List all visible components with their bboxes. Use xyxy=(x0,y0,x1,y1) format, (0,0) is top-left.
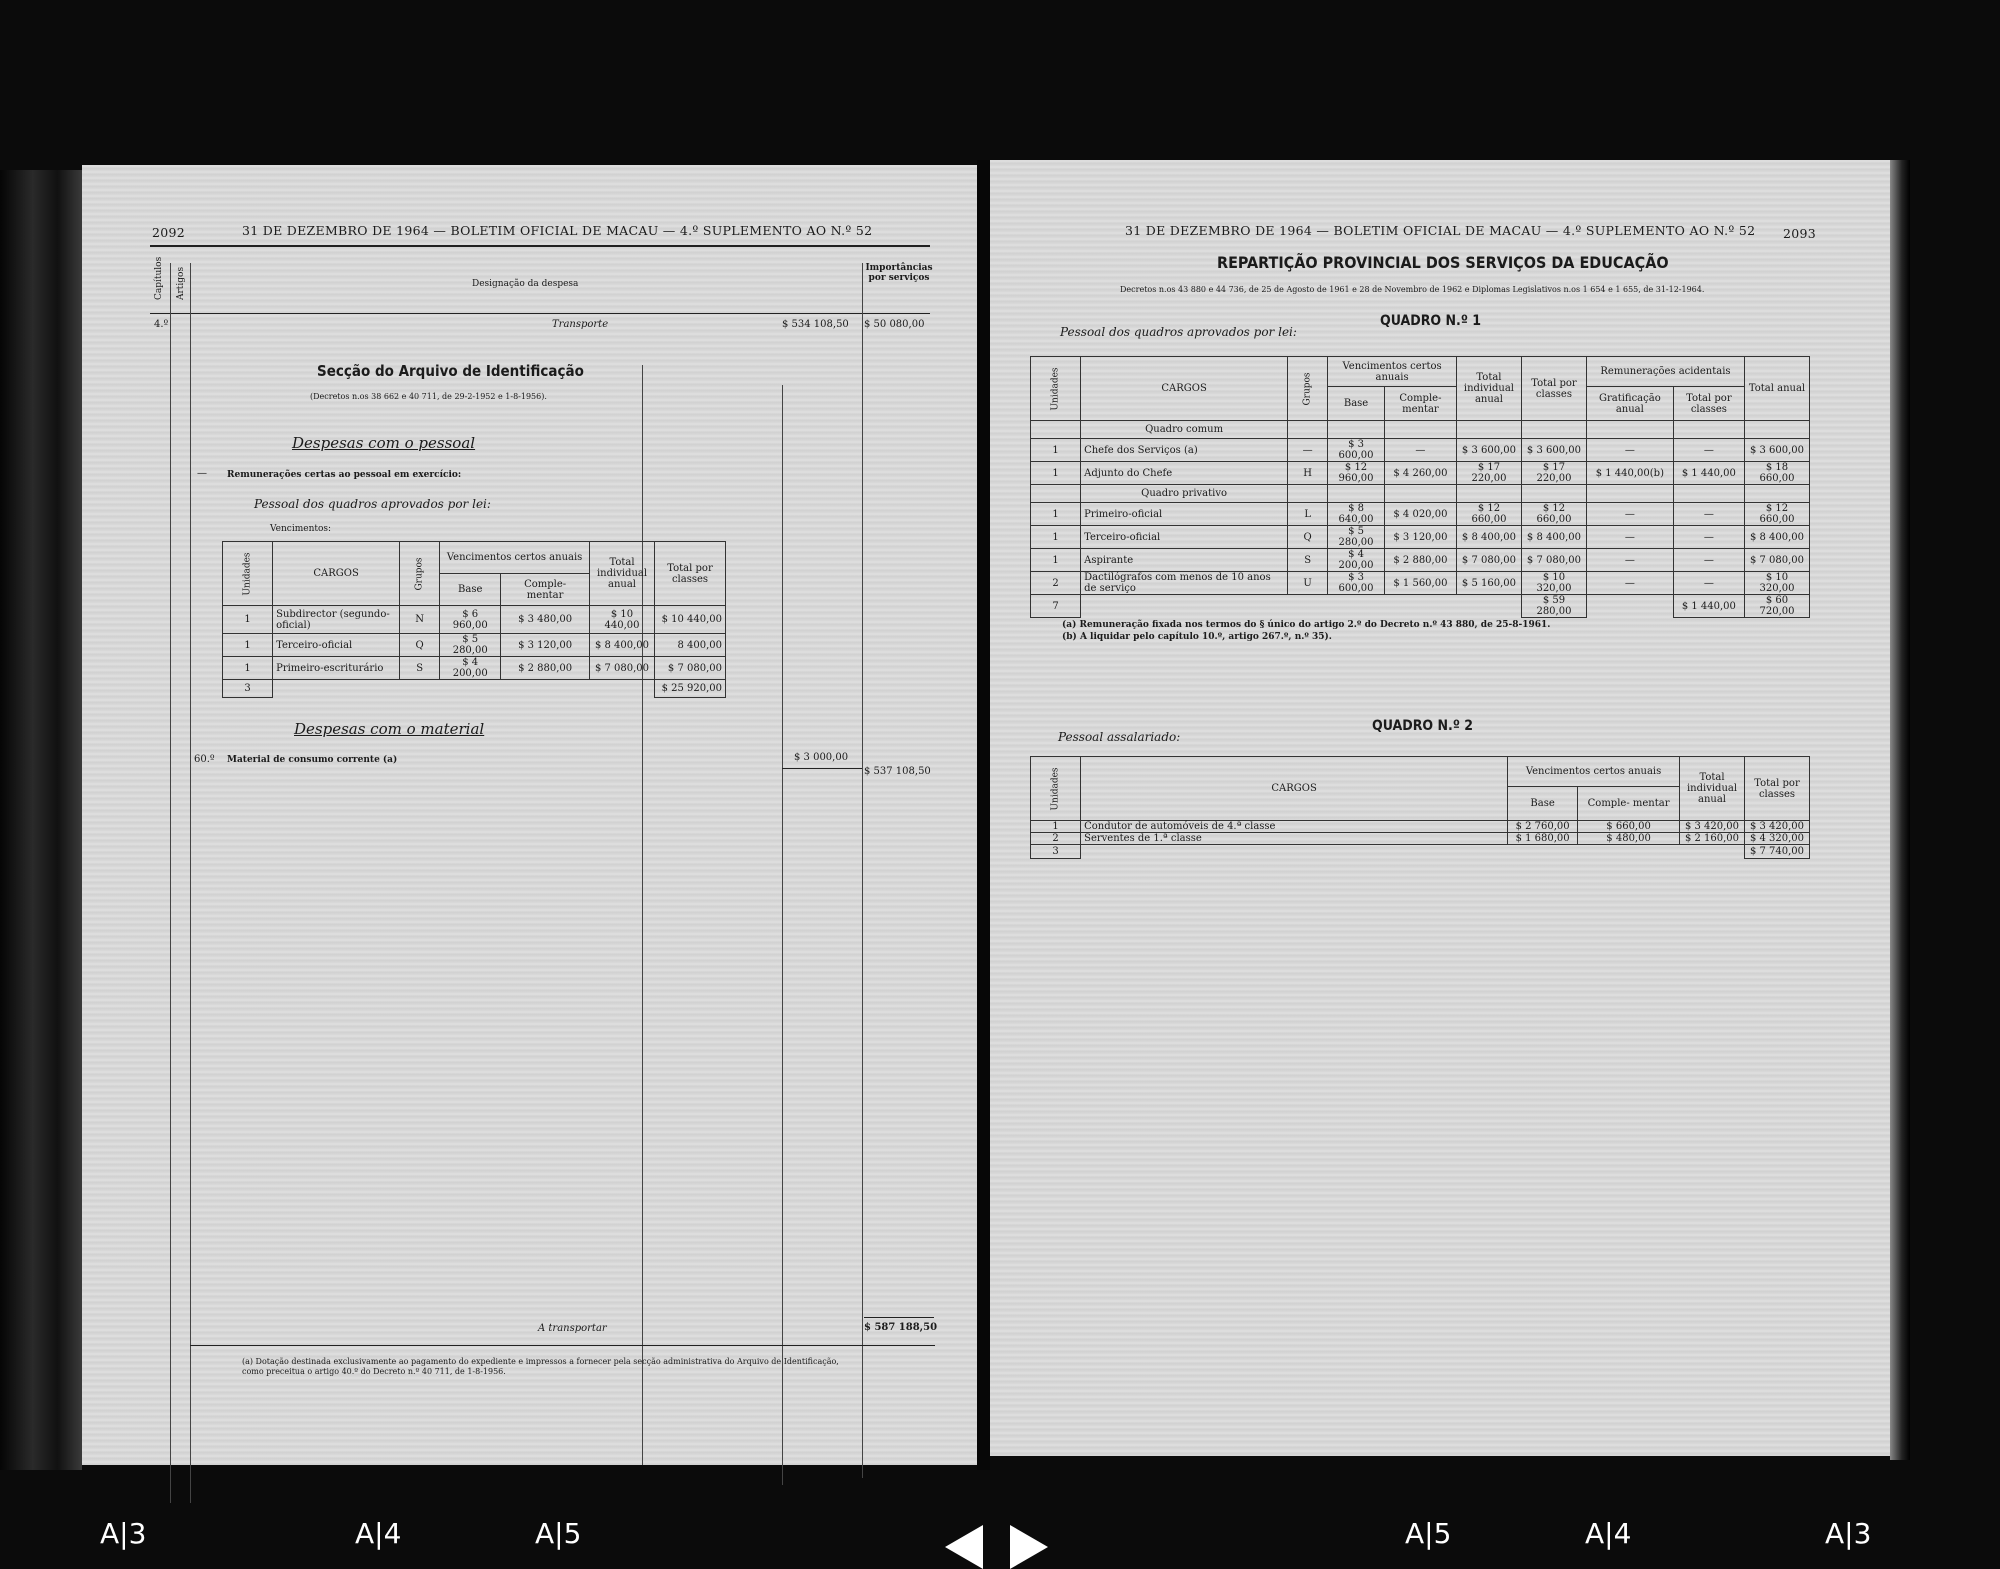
th-grupos: Grupos xyxy=(414,557,425,591)
quadro-1-title: QUADRO N.º 1 xyxy=(1380,313,1482,329)
cell-comp: $ 2 880,00 xyxy=(1384,549,1456,572)
subheading-privativo: Quadro privativo xyxy=(1081,485,1288,503)
material-total: $ 537 108,50 xyxy=(864,766,931,777)
cell-unid: 1 xyxy=(223,634,273,657)
cell-base: $ 3 600,00 xyxy=(1328,439,1385,462)
th-base: Base xyxy=(440,574,501,606)
cell-total-unid: 7 xyxy=(1031,595,1081,618)
cell-grupo: N xyxy=(400,606,440,634)
cell-base: $ 1 680,00 xyxy=(1508,833,1578,845)
cell-unid: 1 xyxy=(1031,503,1081,526)
cell-unid: 1 xyxy=(1031,439,1081,462)
cell-tot-cl2: — xyxy=(1673,503,1744,526)
th-rem-acid: Remunerações acidentais xyxy=(1586,357,1744,387)
cell-tot-cl: $ 4 320,00 xyxy=(1745,833,1810,845)
cell-unid: 1 xyxy=(1031,549,1081,572)
cell-tot-cl: $ 7 080,00 xyxy=(655,657,726,680)
cell-tot-cl: $ 12 660,00 xyxy=(1521,503,1586,526)
cell-tot-cl: 8 400,00 xyxy=(655,634,726,657)
cell-tot-cl: $ 3 600,00 xyxy=(1521,439,1586,462)
cell-total-value: $ 25 920,00 xyxy=(655,680,726,698)
cell-comp: $ 2 880,00 xyxy=(501,657,590,680)
table-row xyxy=(223,606,726,634)
cell-cargo: Aspirante xyxy=(1081,549,1288,572)
cell-comp: $ 480,00 xyxy=(1578,833,1680,845)
table-total-row xyxy=(1031,595,1810,618)
film-target-1: A|3 xyxy=(100,1517,147,1550)
th-venc-certos: Vencimentos certos anuais xyxy=(1508,757,1680,787)
film-target-5: A|4 xyxy=(1585,1517,1632,1550)
cell-base: $ 5 280,00 xyxy=(1328,526,1385,549)
remuneracoes-dash: — xyxy=(197,468,207,479)
cell-cargo: Serventes de 1.ª classe xyxy=(1081,833,1508,845)
cell-total-value: $ 7 740,00 xyxy=(1745,845,1810,859)
cell-grat: — xyxy=(1586,526,1673,549)
table-row xyxy=(1031,462,1810,485)
th-base: Base xyxy=(1508,787,1578,821)
th-total-individual: Total individual anual xyxy=(590,542,655,606)
cell-grat: $ 1 440,00(b) xyxy=(1586,462,1673,485)
cell-unid: 1 xyxy=(223,657,273,680)
table-total-row xyxy=(223,680,726,698)
cell-grat: — xyxy=(1586,549,1673,572)
cell-comp: $ 4 020,00 xyxy=(1384,503,1456,526)
remuneracoes-label: Remunerações certas ao pessoal em exercício: xyxy=(227,470,462,480)
cell-tot-cl2: $ 1 440,00 xyxy=(1673,462,1744,485)
th-total-classes: Total por classes xyxy=(655,542,726,606)
cell-grat: — xyxy=(1586,503,1673,526)
right-decrees: Decretos n.os 43 880 e 44 736, de 25 de Agosto de 1961 e 28 de Novembro de 1962 e Diplomas Legislativos n.os 1 654 e 1 655, de 31-12-1964. xyxy=(1120,285,1705,294)
cell-grupo: Q xyxy=(1288,526,1328,549)
film-target-2: A|4 xyxy=(355,1517,402,1550)
film-target-4: A|5 xyxy=(1405,1517,1452,1550)
arrow-left-icon xyxy=(945,1525,983,1569)
left-page xyxy=(82,165,977,1465)
material-label: Material de consumo corrente (a) xyxy=(227,755,398,765)
right-page xyxy=(990,160,1890,1456)
cell-comp: $ 3 120,00 xyxy=(501,634,590,657)
cell-comp: $ 1 560,00 xyxy=(1384,572,1456,595)
cell-base: $ 5 280,00 xyxy=(440,634,501,657)
quadro-2-caption: Pessoal assalariado: xyxy=(1058,730,1181,744)
cell-total-acid: $ 1 440,00 xyxy=(1673,595,1744,618)
cell-grupo: S xyxy=(1288,549,1328,572)
cell-grupo: L xyxy=(1288,503,1328,526)
a-transportar-label: A transportar xyxy=(538,1323,607,1334)
cell-tot-anual: $ 18 660,00 xyxy=(1745,462,1810,485)
cell-unid: 2 xyxy=(1031,572,1081,595)
col-designacao: Designação da despesa xyxy=(472,279,579,289)
cell-base: $ 12 960,00 xyxy=(1328,462,1385,485)
cell-total-classes: $ 59 280,00 xyxy=(1521,595,1586,618)
th-cargos: CARGOS xyxy=(1081,357,1288,421)
table-row xyxy=(1031,821,1810,833)
cell-cargo: Dactilógrafos com menos de 10 anos de serviço xyxy=(1081,572,1288,595)
col-importancias: Importâncias por serviços xyxy=(865,263,933,283)
col-artigos: Artigos xyxy=(176,266,186,300)
cell-total-unid: 3 xyxy=(1031,845,1081,859)
transporte-value-2: $ 50 080,00 xyxy=(864,319,925,330)
cell-base: $ 2 760,00 xyxy=(1508,821,1578,833)
section-title: Secção do Arquivo de Identificação xyxy=(317,362,584,380)
table-row xyxy=(1031,503,1810,526)
transporte-label: Transporte xyxy=(552,319,609,330)
th-gratificacao: Gratificação anual xyxy=(1586,387,1673,421)
cell-grat: — xyxy=(1586,572,1673,595)
vencimentos-label: Vencimentos: xyxy=(270,524,332,534)
table-row xyxy=(1031,572,1810,595)
heading-material: Despesas com o material xyxy=(294,720,485,738)
table-row xyxy=(1031,549,1810,572)
table-row xyxy=(1031,833,1810,845)
cell-base: $ 3 600,00 xyxy=(1328,572,1385,595)
cell-grupo: S xyxy=(400,657,440,680)
cell-tot-cl: $ 3 420,00 xyxy=(1745,821,1810,833)
th-total-classes: Total por classes xyxy=(1521,357,1586,421)
table-row xyxy=(223,634,726,657)
material-article: 60.º xyxy=(194,754,215,765)
note-b: (b) A liquidar pelo capítulo 10.º, artigo 267.º, n.º 35). xyxy=(1062,632,1332,642)
th-cargos: CARGOS xyxy=(1081,757,1508,821)
cell-tot-ind: $ 3 600,00 xyxy=(1456,439,1521,462)
th-base: Base xyxy=(1328,387,1385,421)
cell-base: $ 4 200,00 xyxy=(1328,549,1385,572)
cell-base: $ 6 960,00 xyxy=(440,606,501,634)
th-complementar: Comple- mentar xyxy=(1578,787,1680,821)
cell-cargo: Condutor de automóveis de 4.ª classe xyxy=(1081,821,1508,833)
cell-tot-ind: $ 8 400,00 xyxy=(1456,526,1521,549)
running-header-right: 31 DE DEZEMBRO DE 1964 — BOLETIM OFICIAL DE MACAU — 4.º SUPLEMENTO AO N.º 52 xyxy=(1125,223,1756,238)
cell-grat: — xyxy=(1586,439,1673,462)
cell-tot-ind: $ 2 160,00 xyxy=(1680,833,1745,845)
a-transportar-value: $ 587 188,50 xyxy=(864,1322,938,1333)
pessoal-quadros: Pessoal dos quadros aprovados por lei: xyxy=(254,497,491,511)
th-venc-certos: Vencimentos certos anuais xyxy=(1328,357,1457,387)
table-total-row xyxy=(1031,845,1810,859)
book-edge xyxy=(1890,160,1910,1460)
th-total-classes: Total por classes xyxy=(1745,757,1810,821)
cell-cargo: Primeiro-escriturário xyxy=(273,657,400,680)
cell-tot-anual: $ 3 600,00 xyxy=(1745,439,1810,462)
cell-unid: 1 xyxy=(1031,462,1081,485)
page-gutter xyxy=(977,160,990,1470)
cell-comp: $ 4 260,00 xyxy=(1384,462,1456,485)
cell-tot-ind: $ 7 080,00 xyxy=(590,657,655,680)
subheading-comum: Quadro comum xyxy=(1081,421,1288,439)
cell-unid: 2 xyxy=(1031,833,1081,845)
cell-cargo: Adjunto do Chefe xyxy=(1081,462,1288,485)
cell-tot-cl: $ 10 440,00 xyxy=(655,606,726,634)
running-header-left: 31 DE DEZEMBRO DE 1964 — BOLETIM OFICIAL DE MACAU — 4.º SUPLEMENTO AO N.º 52 xyxy=(242,223,873,238)
quadro-2-title: QUADRO N.º 2 xyxy=(1372,718,1474,734)
transporte-chapter: 4.º xyxy=(154,319,169,330)
cell-unid: 1 xyxy=(1031,821,1081,833)
th-total-classes-2: Total por classes xyxy=(1673,387,1744,421)
table-row xyxy=(223,657,726,680)
th-grupos: Grupos xyxy=(1302,372,1313,406)
cell-tot-anual: $ 8 400,00 xyxy=(1745,526,1810,549)
cell-grupo: — xyxy=(1288,439,1328,462)
th-complementar: Comple- mentar xyxy=(1384,387,1456,421)
col-capitulos: Capítulos xyxy=(154,256,164,300)
cell-cargo: Terceiro-oficial xyxy=(1081,526,1288,549)
cell-tot-anual: $ 7 080,00 xyxy=(1745,549,1810,572)
th-venc-certos: Vencimentos certos anuais xyxy=(440,542,590,574)
th-total-individual: Total individual anual xyxy=(1680,757,1745,821)
cell-tot-anual: $ 10 320,00 xyxy=(1745,572,1810,595)
cell-unid: 1 xyxy=(223,606,273,634)
quadro-1-caption: Pessoal dos quadros aprovados por lei: xyxy=(1060,325,1297,339)
film-target-3: A|5 xyxy=(535,1517,582,1550)
th-total-individual: Total individual anual xyxy=(1456,357,1521,421)
cell-tot-ind: $ 8 400,00 xyxy=(590,634,655,657)
table-row xyxy=(1031,526,1810,549)
cell-cargo: Chefe dos Serviços (a) xyxy=(1081,439,1288,462)
page-number-right: 2093 xyxy=(1783,226,1817,241)
arrow-right-icon xyxy=(1010,1525,1048,1569)
quadro-1-table xyxy=(1030,356,1810,618)
cell-tot-ind: $ 7 080,00 xyxy=(1456,549,1521,572)
cell-tot-ind: $ 5 160,00 xyxy=(1456,572,1521,595)
th-unidades: Unidades xyxy=(1050,767,1061,811)
cell-tot-cl2: — xyxy=(1673,439,1744,462)
note-a: (a) Remuneração fixada nos termos do § único do artigo 2.º do Decreto n.º 43 880, de 25-8-1961. xyxy=(1062,620,1551,630)
material-value: $ 3 000,00 xyxy=(794,752,849,763)
cell-tot-ind: $ 12 660,00 xyxy=(1456,503,1521,526)
cell-comp: $ 660,00 xyxy=(1578,821,1680,833)
cell-tot-cl: $ 10 320,00 xyxy=(1521,572,1586,595)
cell-total-anual: $ 60 720,00 xyxy=(1745,595,1810,618)
th-unidades: Unidades xyxy=(1050,367,1061,411)
cell-grupo: H xyxy=(1288,462,1328,485)
film-target-6: A|3 xyxy=(1825,1517,1872,1550)
cell-base: $ 4 200,00 xyxy=(440,657,501,680)
cell-comp: — xyxy=(1384,439,1456,462)
cell-comp: $ 3 120,00 xyxy=(1384,526,1456,549)
th-cargos: CARGOS xyxy=(273,542,400,606)
cell-tot-cl2: — xyxy=(1673,549,1744,572)
cell-cargo: Terceiro-oficial xyxy=(273,634,400,657)
cell-cargo: Primeiro-oficial xyxy=(1081,503,1288,526)
cell-base: $ 8 640,00 xyxy=(1328,503,1385,526)
cell-tot-cl2: — xyxy=(1673,572,1744,595)
right-title: REPARTIÇÃO PROVINCIAL DOS SERVIÇOS DA EDUCAÇÃO xyxy=(1217,253,1669,272)
cell-tot-cl2: — xyxy=(1673,526,1744,549)
cell-tot-ind: $ 3 420,00 xyxy=(1680,821,1745,833)
quadro-2-table xyxy=(1030,756,1810,859)
th-unidades: Unidades xyxy=(242,552,253,596)
cell-tot-ind: $ 10 440,00 xyxy=(590,606,655,634)
cell-tot-anual: $ 12 660,00 xyxy=(1745,503,1810,526)
cell-grupo: Q xyxy=(400,634,440,657)
cell-tot-cl: $ 8 400,00 xyxy=(1521,526,1586,549)
cell-tot-cl: $ 7 080,00 xyxy=(1521,549,1586,572)
cell-tot-cl: $ 17 220,00 xyxy=(1521,462,1586,485)
cell-unid: 1 xyxy=(1031,526,1081,549)
cell-tot-ind: $ 17 220,00 xyxy=(1456,462,1521,485)
th-total-anual: Total anual xyxy=(1745,357,1810,421)
cell-comp: $ 3 480,00 xyxy=(501,606,590,634)
th-complementar: Comple- mentar xyxy=(501,574,590,606)
cell-total-unid: 3 xyxy=(223,680,273,698)
footnote-left: (a) Dotação destinada exclusivamente ao pagamento do expediente e impressos a fornecer pela secção administrativa do Arquivo de Identificação, como preceitua o artigo 40.º do Decreto n.º 40 711, de 1-8-1956. xyxy=(242,1357,839,1376)
page-number-left: 2092 xyxy=(152,225,186,240)
cell-grupo: U xyxy=(1288,572,1328,595)
book-spine xyxy=(0,170,82,1470)
left-staff-table xyxy=(222,541,726,698)
transporte-value-1: $ 534 108,50 xyxy=(782,319,849,330)
section-decrees: (Decretos n.os 38 662 e 40 711, de 29-2-1952 e 1-8-1956). xyxy=(310,392,547,401)
heading-pessoal: Despesas com o pessoal xyxy=(292,434,476,452)
table-row xyxy=(1031,439,1810,462)
cell-cargo: Subdirector (segundo-oficial) xyxy=(273,606,400,634)
